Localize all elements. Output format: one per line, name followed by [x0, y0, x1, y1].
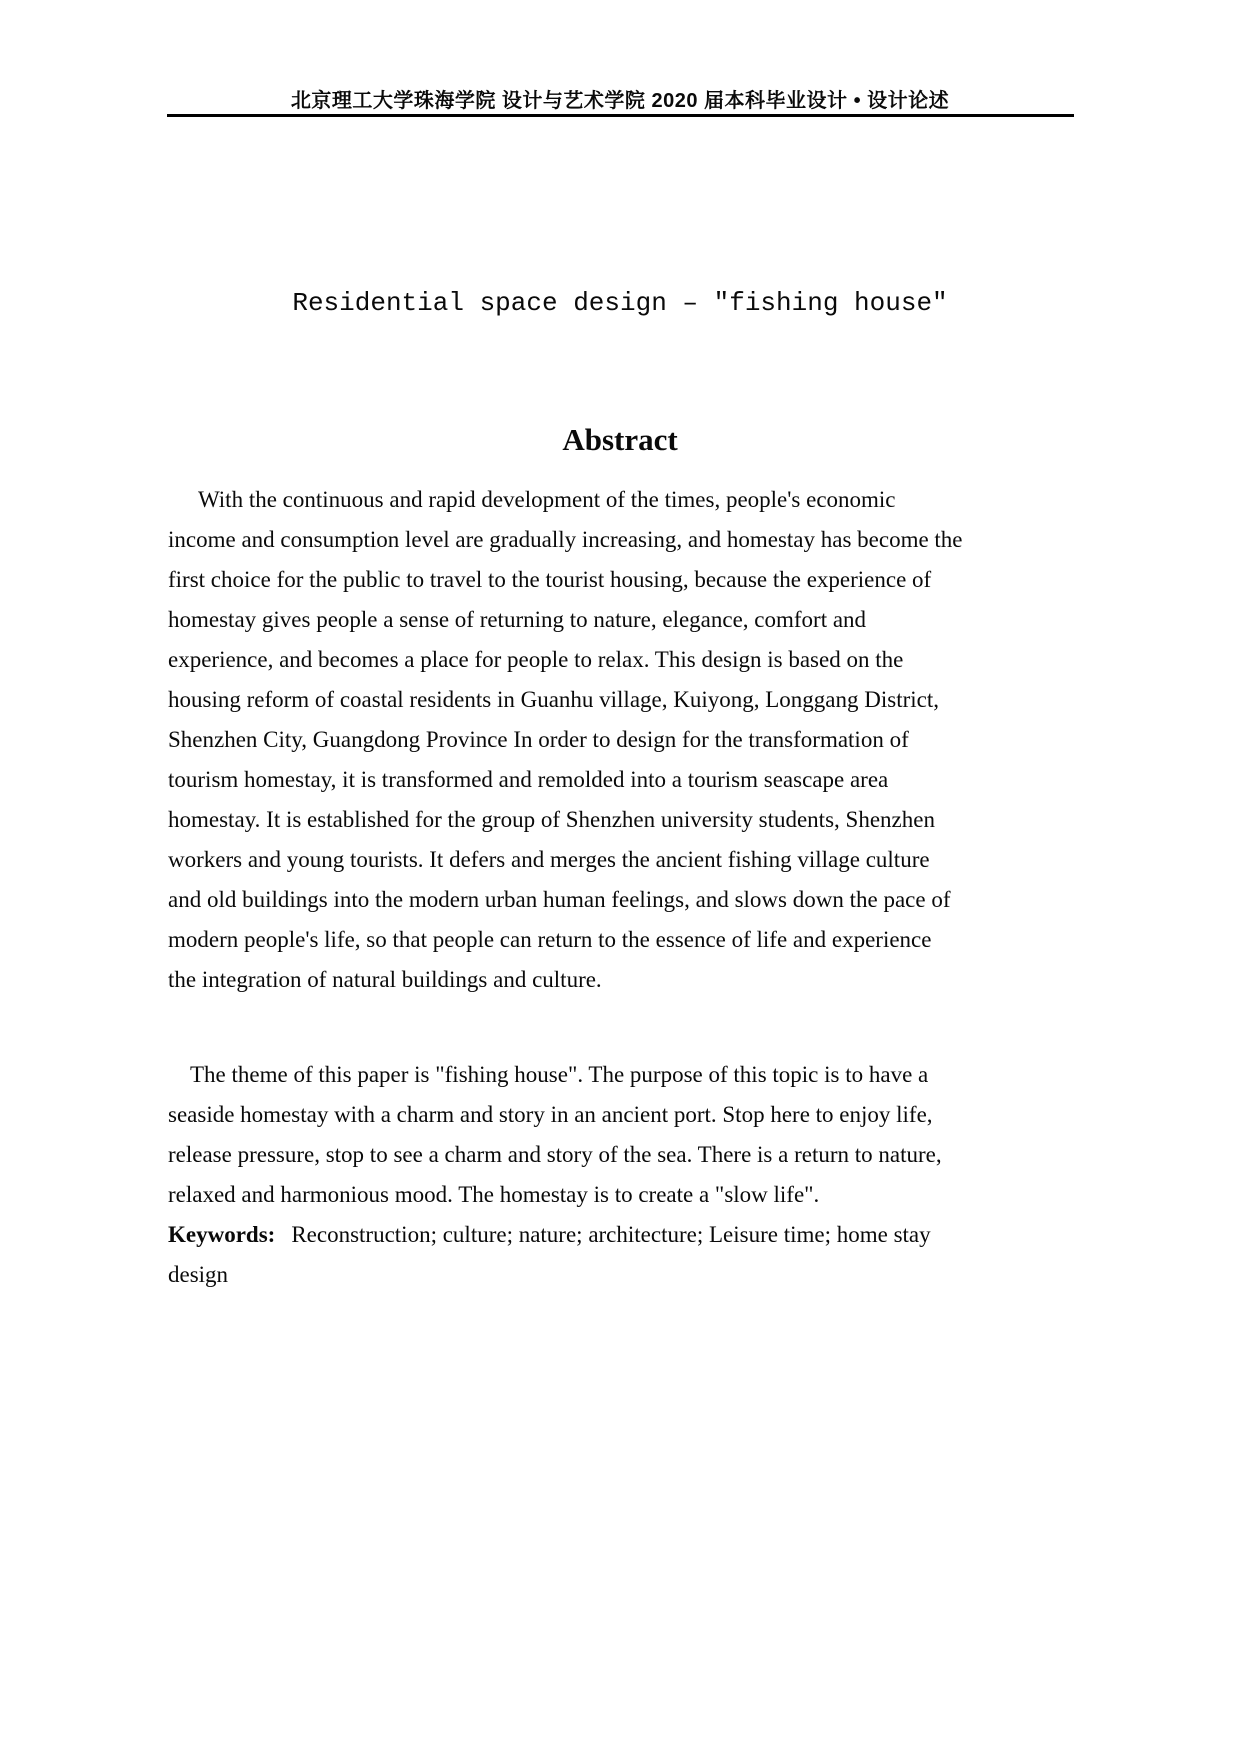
keywords-line [168, 1215, 1078, 1255]
paragraph-line: modern people's life, so that people can return to the essence of life and experience [168, 927, 932, 952]
paragraph-line: the integration of natural buildings and culture. [168, 967, 602, 992]
paragraph-line: workers and young tourists. It defers and merges the ancient fishing village culture [168, 847, 930, 872]
paragraph-line: homestay. It is established for the group of Shenzhen university students, Shenzhen [168, 807, 935, 832]
paragraph-line: homestay gives people a sense of returning to nature, elegance, comfort and [168, 607, 867, 632]
paragraph-line: housing reform of coastal residents in Guanhu village, Kuiyong, Longgang District, [168, 687, 939, 712]
paragraph-line: and old buildings into the modern urban human feelings, and slows down the pace of [168, 887, 951, 912]
paragraph-line: With the continuous and rapid development of the times, people's economic [198, 487, 896, 512]
document-title: Residential space design – ″fishing house″ [292, 288, 948, 318]
abstract-paragraph-1 [168, 480, 1078, 1000]
paragraph-line: The theme of this paper is "fishing house". The purpose of this topic is to have a [190, 1062, 929, 1087]
page-header-text: 北京理工大学珠海学院 设计与艺术学院 2020 届本科毕业设计 • 设计论述 [290, 90, 950, 112]
paragraph-line: tourism homestay, it is transformed and remolded into a tourism seascape area [168, 767, 889, 792]
paragraph-line: experience, and becomes a place for people to relax. This design is based on the [168, 647, 904, 672]
abstract-heading: Abstract [562, 422, 678, 457]
keywords-label: Keywords: [168, 1222, 276, 1247]
paragraph-line: relaxed and harmonious mood. The homestay is to create a "slow life". [168, 1182, 820, 1207]
paragraph-line: Shenzhen City, Guangdong Province In order to design for the transformation of [168, 727, 909, 752]
keywords-continuation: design [168, 1262, 229, 1287]
paragraph-line: release pressure, stop to see a charm and story of the sea. There is a return to nature, [168, 1142, 942, 1167]
keywords-text: Reconstruction; culture; nature; architecture; Leisure time; home stay [291, 1222, 931, 1247]
paragraph-line: seaside homestay with a charm and story in an ancient port. Stop here to enjoy life, [168, 1102, 933, 1127]
abstract-paragraph-2 [168, 1055, 1078, 1295]
paragraph-line: first choice for the public to travel to the tourist housing, because the experience of [168, 567, 932, 592]
header-rule [167, 114, 1074, 117]
paragraph-line: income and consumption level are gradually increasing, and homestay has become the [168, 527, 963, 552]
